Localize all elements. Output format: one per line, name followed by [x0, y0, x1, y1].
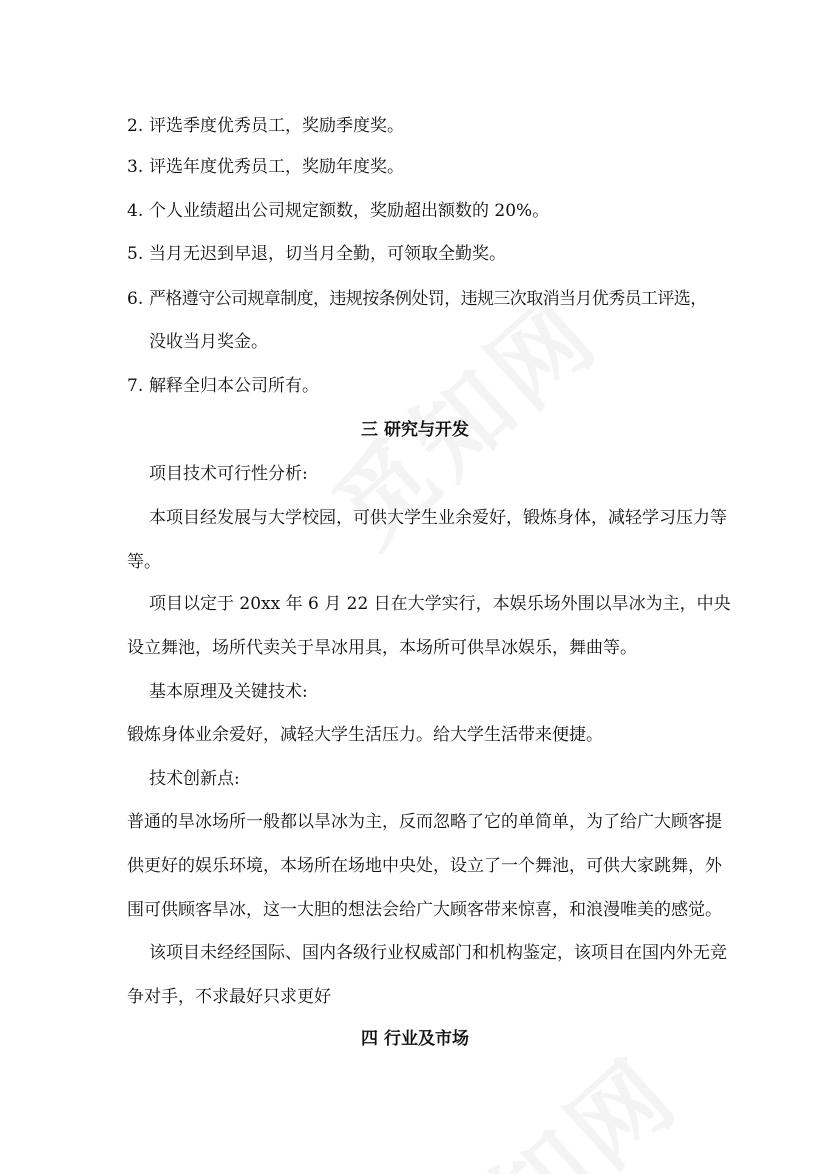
paragraph-line: 项目以定于 20xx 年 6 月 22 日在大学实行，本娱乐场外围以旱冰为主，中央	[149, 594, 731, 614]
section-heading: 三 研究与开发	[361, 420, 469, 440]
paragraph-line: 供更好的娱乐环境，本场所在场地中央处，设立了一个舞池，可供大家跳舞，外	[127, 856, 722, 876]
list-number: 5.	[127, 244, 144, 264]
list-text: 严格遵守公司规章制度，违规按条例处罚，违规三次取消当月优秀员工评选，	[149, 289, 707, 309]
list-text: 解释全归本公司所有。	[149, 376, 319, 396]
paragraph-line: 普通的旱冰场所一般都以旱冰为主，反而忽略了它的单简单，为了给广大顾客提	[127, 812, 722, 832]
paragraph-line: 该项目未经经国际、国内各级行业权威部门和机构鉴定，该项目在国内外无竞	[149, 943, 727, 963]
list-item-continuation	[149, 331, 268, 353]
paragraph-line: 项目技术可行性分析:	[149, 464, 308, 484]
list-item	[127, 115, 404, 137]
list-number: 6.	[127, 289, 144, 309]
paragraph-line: 本项目经发展与大学校园，可供大学生业余爱好，锻炼身体，减轻学习压力等	[149, 508, 727, 528]
paragraph-line: 等。	[127, 552, 161, 572]
list-number: 4.	[127, 201, 144, 221]
list-text: 评选年度优秀员工，奖励年度奖。	[149, 157, 404, 177]
paragraph-line: 锻炼身体业余爱好，减轻大学生活压力。给大学生活带来便捷。	[127, 725, 603, 745]
list-item	[127, 200, 549, 222]
paragraph-line: 设立舞池，场所代卖关于旱冰用具，本场所可供旱冰娱乐，舞曲等。	[127, 638, 637, 658]
list-text: 没收当月奖金。	[149, 332, 268, 352]
paragraph-line: 基本原理及关键技术:	[149, 682, 308, 702]
paragraph-line: 技术创新点:	[149, 769, 240, 789]
list-item	[127, 156, 404, 178]
list-item	[127, 243, 506, 265]
paragraph-line: 争对手，不求最好只求更好	[127, 987, 331, 1007]
list-number: 3.	[127, 157, 144, 177]
list-text: 当月无迟到早退，切当月全勤，可领取全勤奖。	[149, 244, 506, 264]
paragraph-line: 围可供顾客旱冰，这一大胆的想法会给广大顾客带来惊喜，和浪漫唯美的感觉。	[127, 900, 722, 920]
list-item	[127, 375, 319, 397]
list-text: 个人业绩超出公司规定额数，奖励超出额数的 20%。	[149, 201, 550, 221]
list-number: 7.	[127, 376, 144, 396]
section-heading: 四 行业及市场	[361, 1029, 469, 1049]
list-item	[127, 288, 707, 310]
list-number: 2.	[127, 116, 144, 136]
list-text: 评选季度优秀员工，奖励季度奖。	[149, 116, 404, 136]
